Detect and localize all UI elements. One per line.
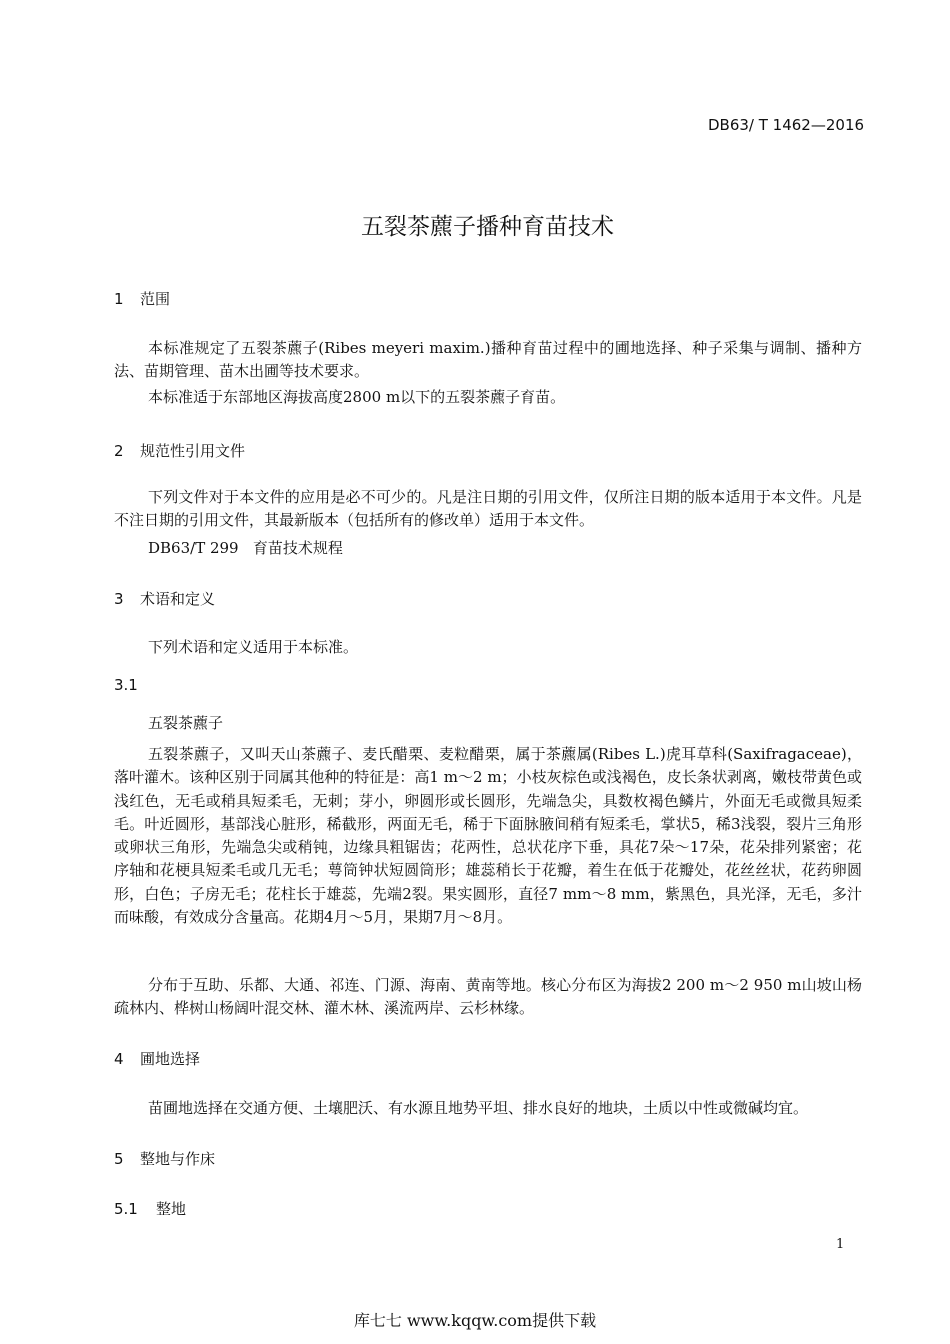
section-3-title: 术语和定义 [140,590,216,608]
section-2-reference: DB63/T 299 育苗技术规程 [148,539,343,557]
page-title: 五裂茶藨子播种育苗技术 [361,214,614,240]
section-2-number: 2 [114,442,124,460]
section-5-number: 5 [114,1150,124,1168]
section-5-1-heading [114,1198,186,1219]
section-3-paragraph-1: 下列术语和定义适用于本标准。 [148,638,359,656]
section-4-title: 圃地选择 [140,1050,201,1068]
distribution-paragraph: 分布于互助、乐都、大通、祁连、门源、海南、黄南等地。核心分布区为海拔2 200 m～2 950 m山坡山杨疏林内、桦树山杨阔叶混交林、灌木林、溪流两岸、云杉林缘。 [114,976,862,1018]
section-4-paragraph-1: 苗圃地选择在交通方便、土壤肥沃、有水源且地势平坦、排水良好的地块，土质以中性或微碱均宜。 [148,1099,809,1117]
section-1-title: 范围 [140,290,171,308]
term-definition: 五裂茶藨子，又叫天山茶藨子、麦氏醋栗、麦粒醋栗，属于茶藨属(Ribes L.)虎耳草科(Saxifragaceae)，落叶灌木。该种区别于同属其他种的特征是：高1 m～2 m；小枝灰棕色或浅褐色，皮长条状剥离，嫩枝带黄色或浅红色，无毛或稍具短柔毛，无刺；芽小，卵圆形或长圆形，先端急尖，具数枚褐色鳞片，外面无毛或微具短柔毛。叶近圆形，基部浅心脏形，稀截形，两面无毛，稀于下面脉腋间稍有短柔毛，掌状5，稀3浅裂，裂片三角形或卵状三角形，先端急尖或稍钝，边缘具粗锯齿；花两性，总状花序下垂，具花7朵～17朵，花朵排列紧密；花序轴和花梗具短柔毛或几无毛；萼筒钟状短圆筒形；雄蕊稍长于花瓣，着生在低于花瓣处，花丝丝状，花药卵圆形，白色；子房无毛；花柱长于雄蕊，先端2裂。果实圆形，直径7 mm～8 mm，紫黑色，具光泽，无毛，多汁而味酸，有效成分含量高。花期4月～5月，果期7月～8月。 [114,745,862,927]
section-4-heading [114,1048,200,1069]
section-1-paragraph-2: 本标准适于东部地区海拔高度2800 m以下的五裂茶藨子育苗。 [148,388,566,406]
section-5-1-number: 5.1 [114,1200,138,1218]
term-name: 五裂茶藨子 [148,714,224,732]
section-2-heading [114,440,245,461]
section-3-1-number: 3.1 [114,676,138,694]
section-2-paragraph-1: 下列文件对于本文件的应用是必不可少的。凡是注日期的引用文件，仅所注日期的版本适用于本文件。凡是不注日期的引用文件，其最新版本（包括所有的修改单）适用于本文件。 [114,488,862,530]
section-3-number: 3 [114,590,124,608]
section-2-title: 规范性引用文件 [140,442,246,460]
footer-download-note: 库七七 www.kqqw.com提供下载 [353,1311,597,1330]
section-1-number: 1 [114,290,124,308]
page-number: 1 [836,1237,845,1252]
section-1-heading [114,288,170,309]
section-5-heading [114,1148,215,1169]
section-4-number: 4 [114,1050,124,1068]
section-5-1-title: 整地 [156,1200,187,1218]
section-3-heading [114,588,215,609]
section-5-title: 整地与作床 [140,1150,216,1168]
standard-code: DB63/ T 1462—2016 [708,116,865,134]
section-1-paragraph-1: 本标准规定了五裂茶藨子(Ribes meyeri maxim.)播种育苗过程中的圃地选择、种子采集与调制、播种方法、苗期管理、苗木出圃等技术要求。 [114,339,862,381]
